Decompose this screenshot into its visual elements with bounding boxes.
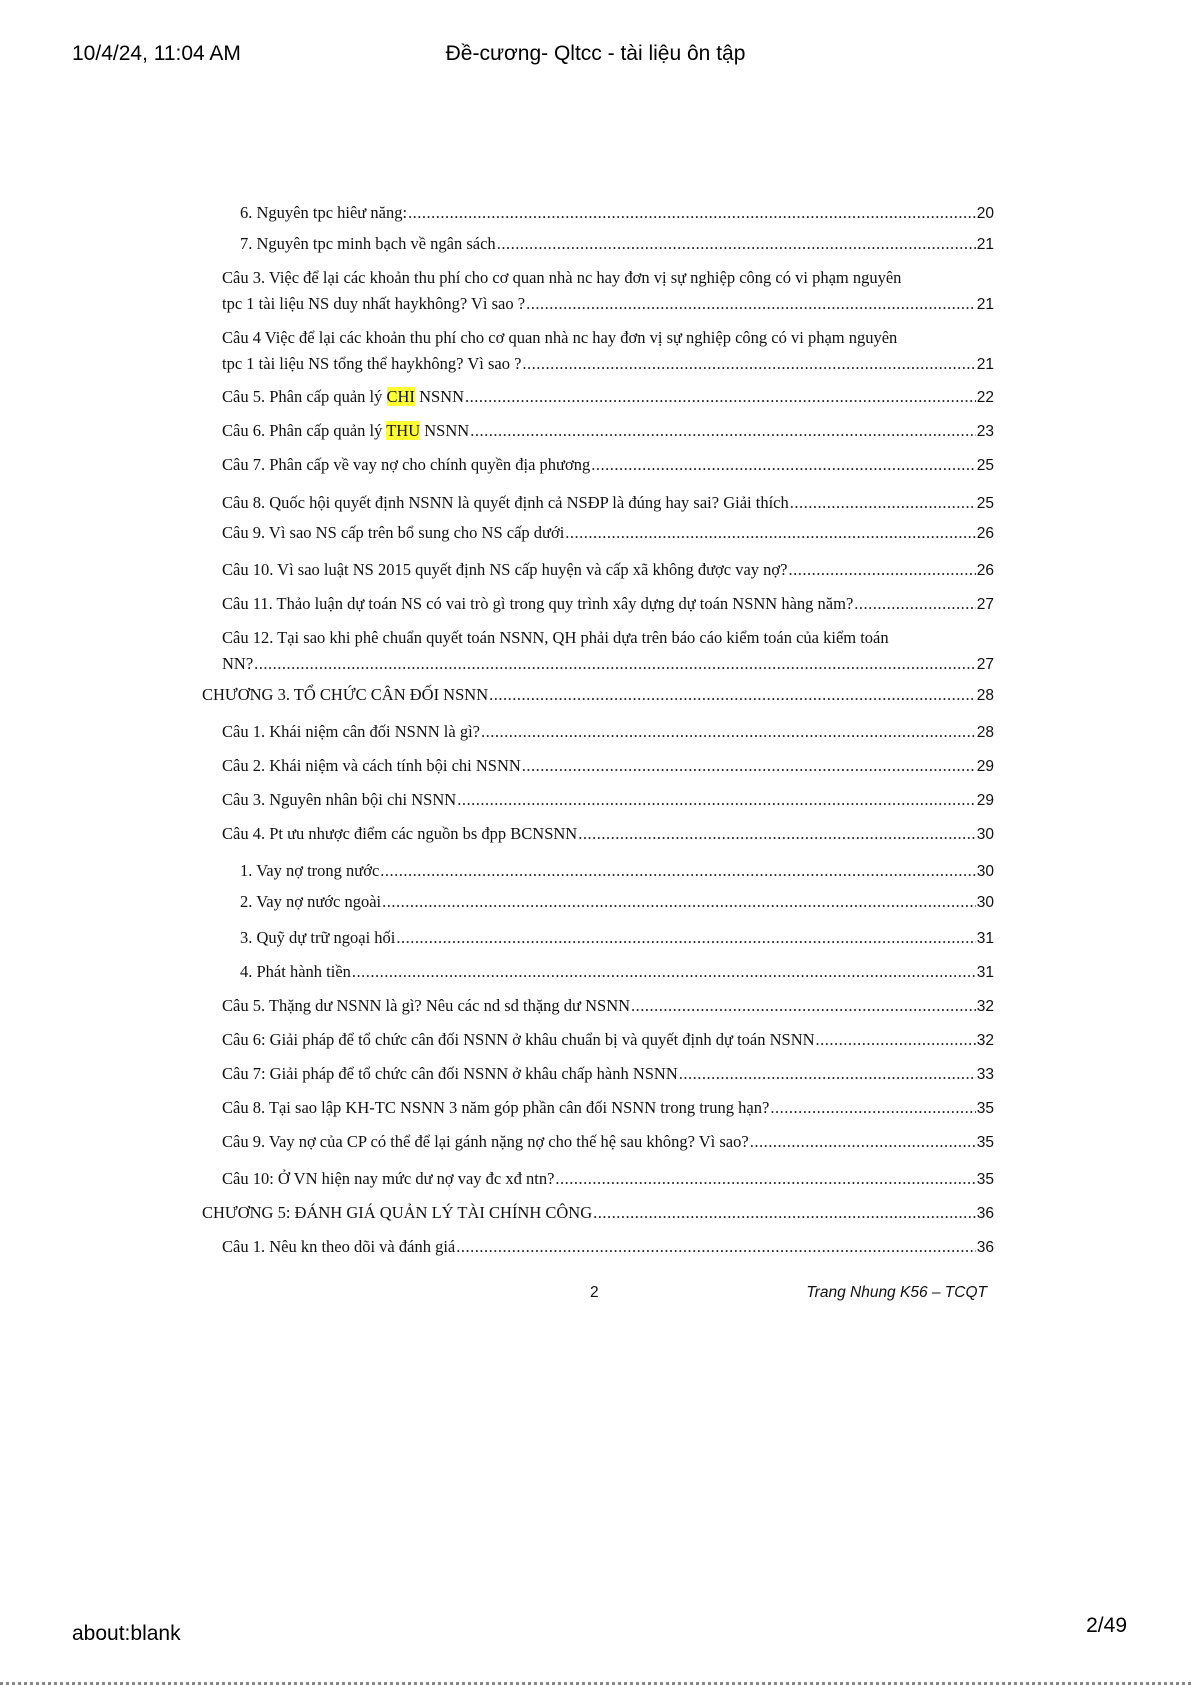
- toc-entry[interactable]: [200, 591, 994, 618]
- toc-entry-text: CHƯƠNG 3. TỔ CHỨC CÂN ĐỐI NSNN: [202, 685, 489, 704]
- toc-entry-text: Câu 9. Vay nợ của CP có thể để lại gánh nặng nợ cho thế hệ sau không? Vì sao?: [222, 1132, 749, 1151]
- toc-entry-text: Câu 7. Phân cấp về vay nợ cho chính quyền địa phương: [222, 455, 591, 474]
- toc-entry-text-line1: Câu 12. Tại sao khi phê chuẩn quyết toán NSNN, QH phải dựa trên báo cáo kiểm toán của kiểm toán: [222, 628, 889, 647]
- toc-entry[interactable]: [200, 625, 994, 678]
- toc-entry-text: NSNN: [414, 387, 464, 406]
- toc-entry-page: 36: [976, 1239, 994, 1256]
- toc-entry[interactable]: [200, 1166, 994, 1193]
- toc-entry[interactable]: [200, 682, 994, 709]
- toc-entry[interactable]: [200, 993, 994, 1020]
- toc-entry[interactable]: [200, 557, 994, 584]
- toc-entry-text: Câu 2. Khái niệm và cách tính bội chi NSNN: [222, 756, 521, 775]
- print-page-counter: 2/49: [1086, 1614, 1127, 1637]
- toc-entry[interactable]: [200, 490, 994, 517]
- toc-entry[interactable]: [200, 753, 994, 780]
- toc-entry-text: Câu 5. Thặng dư NSNN là gì? Nêu các nd sd thặng dư NSNN: [222, 996, 631, 1015]
- toc-entry-text: CHƯƠNG 5: ĐÁNH GIÁ QUẢN LÝ TÀI CHÍNH CÔNG: [202, 1203, 593, 1222]
- toc-entry[interactable]: [200, 231, 994, 258]
- toc-entry[interactable]: [200, 719, 994, 746]
- toc-entry[interactable]: [200, 787, 994, 814]
- toc-entry-text: Câu 10: Ở VN hiện nay mức dư nợ vay đc xđ ntn?: [222, 1169, 555, 1188]
- toc-entry-text: Câu 9. Vì sao NS cấp trên bổ sung cho NS cấp dưới: [222, 523, 565, 542]
- toc-entry-page: 22: [976, 389, 994, 406]
- toc-entry-text: Câu 11. Thảo luận dự toán NS có vai trò gì trong quy trình xây dựng dự toán NSNN hàng năm?: [222, 594, 854, 613]
- document-author-footer: Trang Nhung K56 – TCQT: [806, 1284, 987, 1301]
- toc-entry-text: Câu 6: Giải pháp để tổ chức cân đối NSNN ở khâu chuẩn bị và quyết định dự toán NSNN: [222, 1030, 815, 1049]
- toc-entry-page: 23: [976, 423, 994, 440]
- toc-entry[interactable]: [200, 1061, 994, 1088]
- print-url: about:blank: [72, 1622, 181, 1645]
- toc-entry-text: Câu 7: Giải pháp để tổ chức cân đối NSNN ở khâu chấp hành NSNN: [222, 1064, 678, 1083]
- toc-entry-page: 30: [976, 863, 994, 880]
- toc-entry-page: 26: [976, 525, 994, 542]
- toc-entry-text: 7. Nguyên tpc minh bạch về ngân sách: [240, 234, 496, 253]
- toc-entry[interactable]: [200, 200, 994, 227]
- toc-entry-text: tpc 1 tài liệu NS tổng thể haykhông? Vì sao ?: [222, 354, 522, 373]
- toc-entry-text: Câu 8. Quốc hội quyết định NSNN là quyết định cả NSĐP là đúng hay sai? Giải thích: [222, 493, 789, 512]
- highlighted-word: CHI: [386, 387, 415, 406]
- toc-entry[interactable]: [200, 858, 994, 885]
- toc-entry[interactable]: [200, 520, 994, 547]
- highlighted-word: THU: [386, 421, 421, 440]
- toc-entry-page: 25: [976, 495, 994, 512]
- document-page-number: 2: [590, 1284, 599, 1301]
- toc-entry-text: Câu 1. Nêu kn theo dõi và đánh giá: [222, 1237, 456, 1256]
- toc-entry[interactable]: [200, 1200, 994, 1227]
- toc-entry-page: 32: [976, 1032, 994, 1049]
- print-document-title: Đề-cương- Qltcc - tài liệu ôn tập: [445, 42, 746, 65]
- toc-entry-page: 35: [976, 1134, 994, 1151]
- toc-entry-page: 29: [976, 792, 994, 809]
- toc-entry-page: 27: [976, 656, 994, 673]
- toc-entry-text: Câu 3. Nguyên nhân bội chi NSNN: [222, 790, 457, 809]
- toc-entry-text: NSNN: [420, 421, 470, 440]
- toc-entry-page: 27: [976, 596, 994, 613]
- toc-entry-text-line1: Câu 3. Việc để lại các khoản thu phí cho cơ quan nhà nc hay đơn vị sự nghiệp công có vi phạm nguyên: [222, 268, 902, 287]
- toc-entry-page: 31: [976, 930, 994, 947]
- toc-entry-page: 31: [976, 964, 994, 981]
- toc-entry[interactable]: [200, 821, 994, 848]
- toc-entry[interactable]: [200, 1027, 994, 1054]
- toc-entry[interactable]: [200, 1129, 994, 1156]
- toc-entry-page: 26: [976, 562, 994, 579]
- toc-entry-page: 36: [976, 1205, 994, 1222]
- toc-entry-text: 2. Vay nợ nước ngoài: [240, 892, 382, 911]
- toc-entry-text: tpc 1 tài liệu NS duy nhất haykhông? Vì sao ?: [222, 294, 526, 313]
- toc-entry-page: 21: [976, 356, 994, 373]
- toc-entry[interactable]: [200, 1095, 994, 1122]
- toc-entry[interactable]: [200, 925, 994, 952]
- toc-entry-text: Câu 4. Pt ưu nhược điểm các nguồn bs đpp BCNSNN: [222, 824, 578, 843]
- toc-entry-page: 21: [976, 296, 994, 313]
- toc-entry-text: 1. Vay nợ trong nước: [240, 861, 380, 880]
- toc-entry[interactable]: [200, 889, 994, 916]
- toc-entry[interactable]: [200, 265, 994, 318]
- toc-entry[interactable]: [200, 1234, 994, 1261]
- toc-entry-page: 30: [976, 826, 994, 843]
- toc-entry[interactable]: [200, 452, 994, 479]
- toc-entry-page: 30: [976, 894, 994, 911]
- toc-entry-page: 35: [976, 1100, 994, 1117]
- toc-entry-text: Câu 5. Phân cấp quản lý: [222, 387, 387, 406]
- toc-entry-text: Câu 1. Khái niệm cân đối NSNN là gì?: [222, 722, 480, 741]
- toc-entry-page: 35: [976, 1171, 994, 1188]
- toc-entry-page: 21: [976, 236, 994, 253]
- toc-entry[interactable]: [200, 959, 994, 986]
- toc-entry-text: 4. Phát hành tiền: [240, 962, 351, 981]
- toc-entry-page: 25: [976, 457, 994, 474]
- toc-entry-text: 3. Quỹ dự trữ ngoại hối: [240, 928, 396, 947]
- toc-entry-text-line1: Câu 4 Việc để lại các khoản thu phí cho cơ quan nhà nc hay đơn vị sự nghiệp công có vi phạm nguyên: [222, 328, 898, 347]
- toc-entry[interactable]: [200, 325, 994, 378]
- print-datetime: 10/4/24, 11:04 AM: [72, 42, 241, 65]
- toc-entry-text: Câu 10. Vì sao luật NS 2015 quyết định NS cấp huyện và cấp xã không được vay nợ?: [222, 560, 788, 579]
- toc-entry-page: 32: [976, 998, 994, 1015]
- toc-entry-page: 28: [976, 687, 994, 704]
- toc-entry-page: 28: [976, 724, 994, 741]
- toc-entry-text: Câu 6. Phân cấp quản lý: [222, 421, 387, 440]
- toc-entry-page: 33: [976, 1066, 994, 1083]
- toc-entry[interactable]: [200, 418, 994, 445]
- toc-entry-text: NN?: [222, 654, 254, 673]
- toc-entry-page: 29: [976, 758, 994, 775]
- toc-entry-page: 20: [976, 205, 994, 222]
- toc-entry[interactable]: [200, 384, 994, 411]
- toc-entry-text: 6. Nguyên tpc hiêư năng:: [240, 203, 408, 222]
- toc-entry-text: Câu 8. Tại sao lập KH-TC NSNN 3 năm góp phần cân đối NSNN trong trung hạn?: [222, 1098, 770, 1117]
